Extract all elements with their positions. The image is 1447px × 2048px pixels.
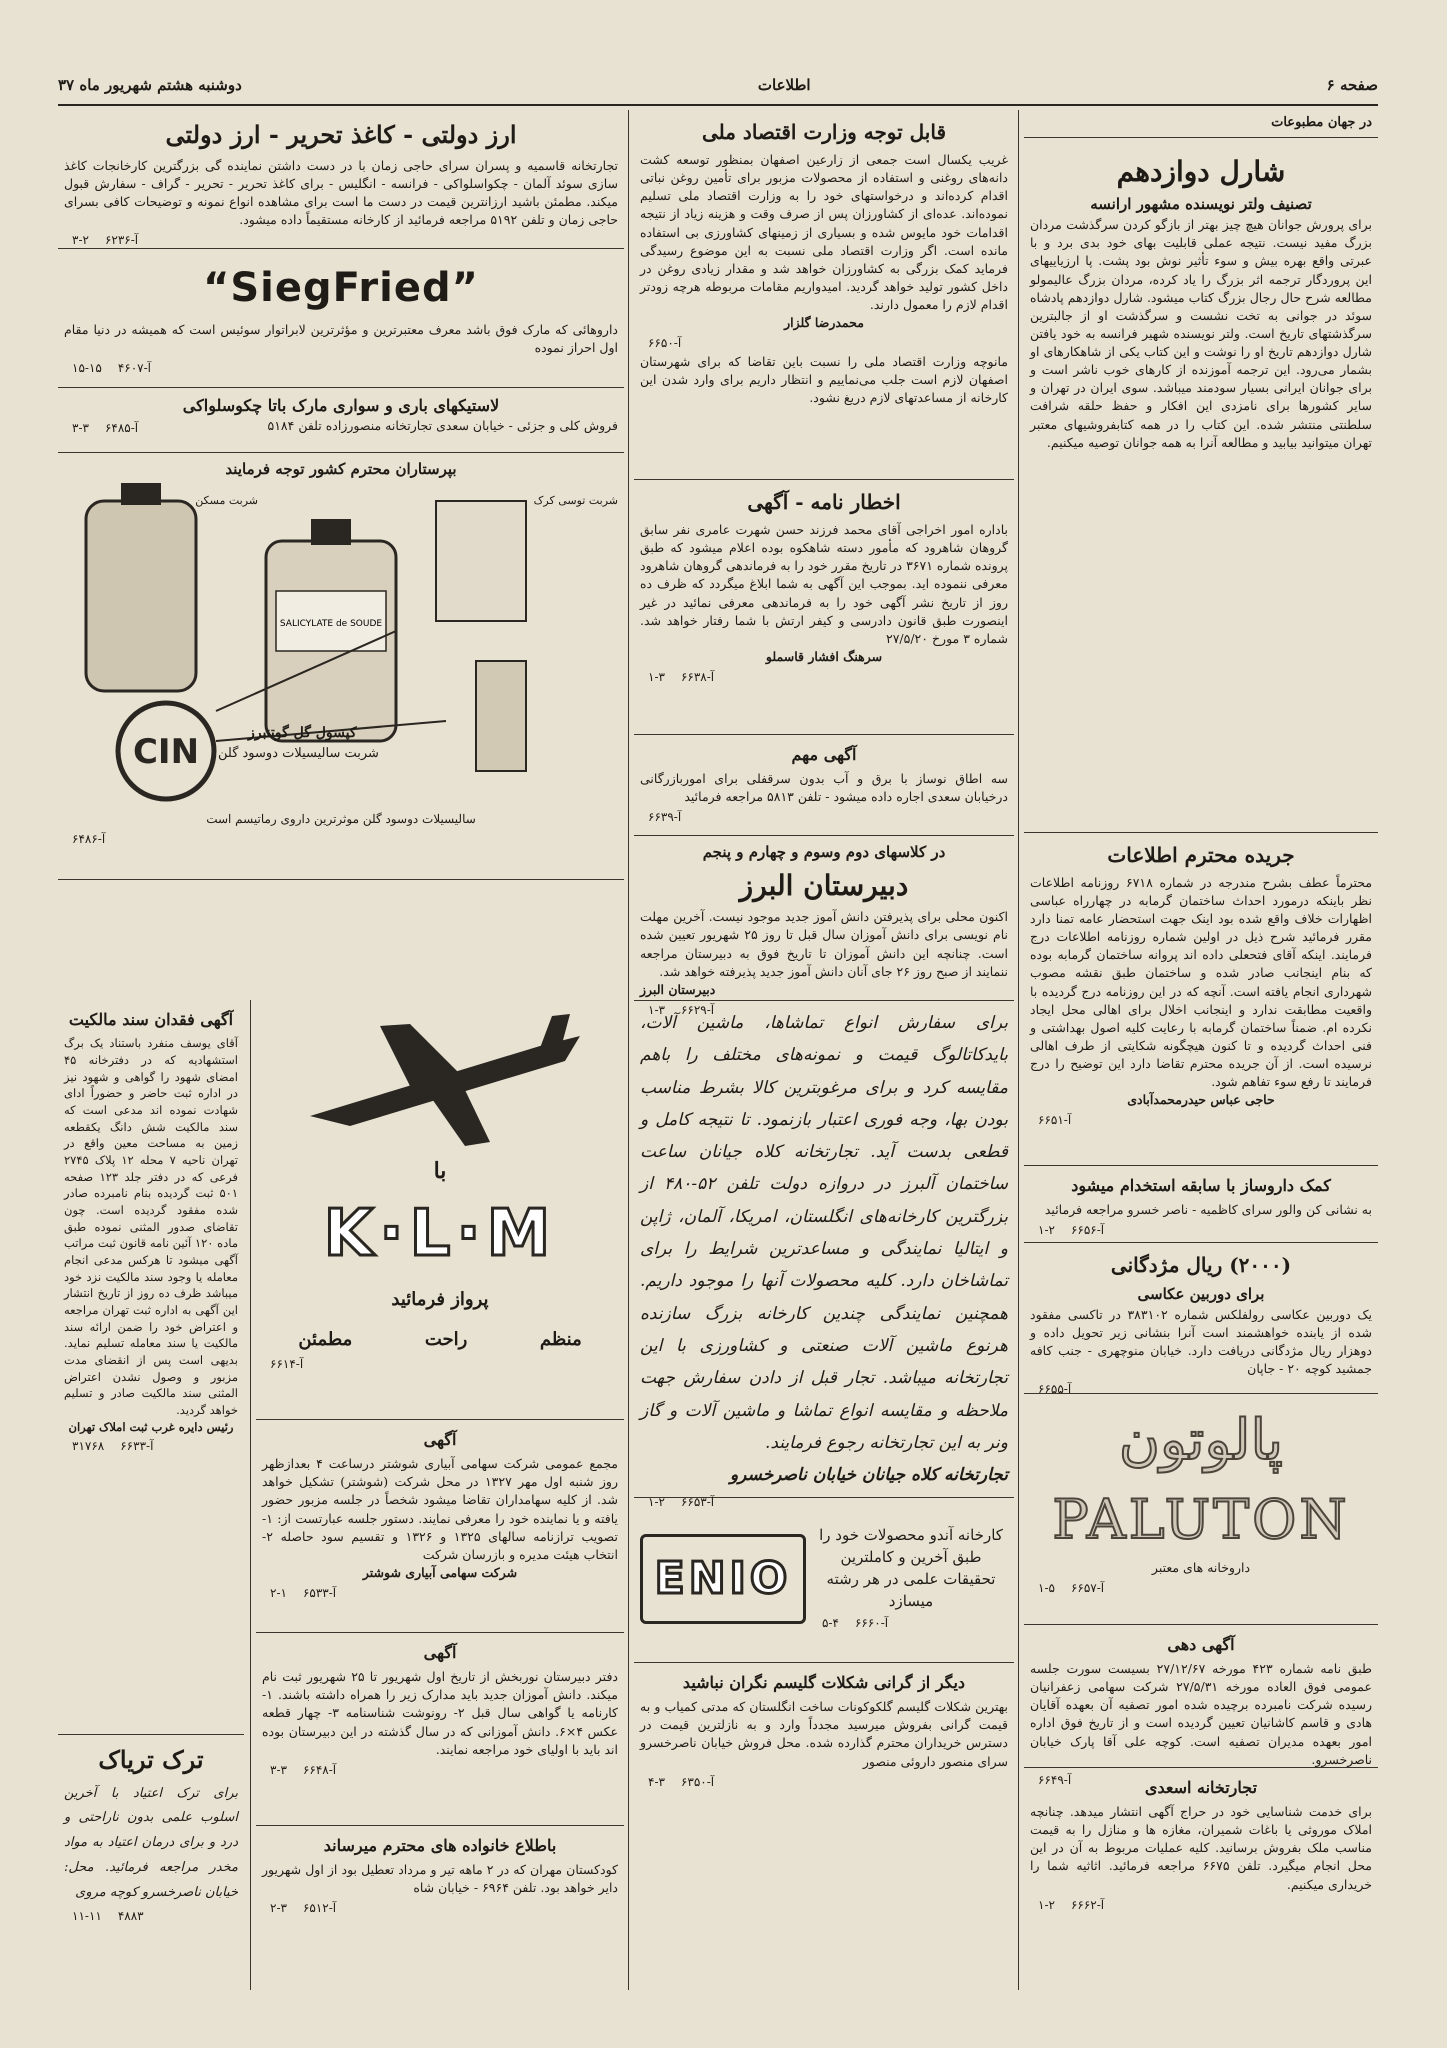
- ad-tagline: داروخانه های معتبر: [1151, 1560, 1251, 1576]
- issue-date: دوشنبه هشتم شهریور ماه ۳۷: [58, 76, 242, 94]
- brand-name: “SiegFried”: [203, 265, 479, 311]
- column-left-wide: [256, 1000, 624, 1940]
- ad-title: تجارتخانه اسعدی: [1144, 1777, 1258, 1797]
- ad-title: ترک ترياک: [98, 1745, 204, 1774]
- chocolate-ad: [634, 1663, 1014, 1795]
- ad-code: ۵-۴ آ-۶۶۶۰: [822, 1616, 889, 1631]
- section-label: در جهان مطبوعات: [1024, 110, 1378, 138]
- ad-signer: دبیرستان البرز: [640, 981, 716, 997]
- siegfried-ad: [58, 249, 624, 388]
- ad-body: باداره امور اخراجی آقای محمد فرزند حسن شهرت عامری نفر سابق گروهان شاهرود که مأمور دسته شاهکوه بوده اعلام میشود که طبق پرونده شماره ۳۶۷۱ در تاریخ مقرر خود را به فرماندهی گروهان شاهرود معرفی ننموده اید. بموجب این آگهی به شما ابلاغ میگردد که ظرف ده روز از تاریخ نشر آگهی خود را به فرماندهی معرفی نمائید در غیر اینصورت طبق قانون دادرسی و کیفر ارتش با شما رفتار خواهد شد. شماره ۳ مورخ ۲۷/۵/۲۰: [640, 522, 1008, 646]
- ad-code: ۱-۲ آ-۶۶۵۶: [1038, 1223, 1105, 1238]
- ad-body: برای سفارش انواع تماشاها، ماشین آلات، بایدکاتالوگ قیمت و نمونه‌های مختلف را باهم مقایسه کرد و برای مرغوبترین کالا بشرط مناسب بودن بها، وجه فوری اعتبار بازنمود. تا نتیجه کامل و قطعی بدست آید. تجارتخانه کلاه جیانان ساعت ساختمان آلبرز در دروازه دولت تلفن ۵۲-۴۸۰ از بزرگترین کارخانه‌های انگلستان، امریکا، آلمان، ژاپن و ایتالیا نمایندگی و مساعدترین شرایط را برای تماشاخان دارد. کلیه محصولات آنها را موجود داریم. همچنین نمایندگی چندین کارخانه بزرگ سازنده هرنوع ماشین آلات صنعتی و کشاورزی با این تجارتخانه میباشد. تجار قبل از دادن سفارش جهت ملاحظه و مقایسه انواع تماشا و ماشین آلات و گاز ونر به این تجارتخانه رجوع فرمایند.: [640, 1013, 1008, 1453]
- textile-machinery-ad: [634, 1001, 1014, 1510]
- ad-body: کارخانه آندو محصولات خود را طبق آخرین و کاملترین تحقیقات علمی در هر رشته میسازد: [819, 1526, 1003, 1610]
- shushtar-company-notice: [256, 1420, 624, 1633]
- brand-logo: CIN: [132, 731, 200, 772]
- ad-code: ۱۵-۱۵ آ-۴۶۰۷: [72, 361, 152, 376]
- klm-with: با: [433, 1158, 447, 1184]
- tires-ad: [58, 388, 624, 453]
- military-notice: [634, 480, 1014, 735]
- alborz-school-ad: [634, 836, 1014, 1017]
- article-signer: محمدرضا گلزار: [784, 315, 864, 331]
- ad-signer: شرکت سهامی آبیاری شوشتر: [362, 1564, 518, 1580]
- ad-code: آ-۶۶۵۵: [1038, 1382, 1072, 1397]
- ad-footer: سالیسیلات دوسود گلن موثرترین داروی رماتیسم است: [206, 811, 476, 826]
- ad-body: تجارتخانه قاسمیه و پسران سرای حاجی زمان با در دست داشتن نماینده گی بزرگترین کارخانجات کاغذ سازی سوئد آلمان - چکواسلواکی - فرانسه - انگلیس - برای کاغذ تحریر - تحریر - گراف - سفارش قبول میکند. مطمئن باشید ارزانترین قیمت در دست ما است برای مشاهده انواع نمونه و توضیحات کافی بسرای حاجی زمان و تلفن ۵۱۹۲ مراجعه فرمائید از کارخانه مستقیماً داده میشود.: [64, 157, 618, 228]
- ad-signer: سرهنگ افشار قاسملو: [765, 648, 883, 664]
- bottle-label: SALICYLATE de SOUDE: [279, 618, 383, 629]
- tube-icon: [476, 661, 526, 771]
- ad-body: برای ترک اعتیاد با آخرین اسلوب علمی بدون ناراحتی و درد و برای درمان اعتیاد به مواد مخدر مراجعه فرمائید. محل: خیابان ناصرخسرو کوچه مروی: [64, 1785, 238, 1900]
- charles-article: [1024, 138, 1378, 833]
- ad-title: ارز دولتی - کاغذ تحریر - ارز دولتی: [165, 120, 517, 149]
- ad-body: مجمع عمومی شرکت سهامی آبیاری شوشتر درساعت ۴ بعدازظهر روز شنبه اول مهر ۱۳۲۷ در محل شرکت (شوشتر) تشکیل خواهد شد. از کلیه سهامداران تقاضا میشود شخصاً در جلسه مزبور حضور یافته و یا نماینده خود را معرفی نمایند. دستور جلسه عبارتست از: ۱- تصویب ترازنامه سالهای ۱۳۲۵ و ۱۳۲۶ و تقسیم سود حاصله ۲- انتخاب هیئت مدیره و بازرسان شرکت: [262, 1456, 619, 1562]
- column-middle: [634, 110, 1014, 1795]
- opium-ad: [58, 1735, 244, 1961]
- letter-title: جریده محترم اطلاعات: [1107, 842, 1295, 867]
- enio-logo: [640, 1534, 806, 1624]
- article-body: برای پرورش جوانان هیچ چیز بهتر از بازگو کردن سرگذشت مردان بزرگ مفید نیست. نتیجه عملی قابلیت بهای خود بدی برد و با عبرتی واقع بهره بیش و سوء تأثیر نوش بود پشت. پا ارزیاییهای این پروردگار ترجمه اثر بزرگ را یاد کرده، مردان بزرگ عالیمولو مطالعه شرح حال رجال بزرگ کتاب میشود. شارل دوازدهم پادشاه سوئد در جوانی به تخت نشست و سرگذشت او از جالبترین سرگذشتهای تاریخ است. ولتر نویسنده شهیر فرانسه به خود یافتن شارل دوازدهم تاریخ او را نوشت و این کتاب یکی از شاهکارهای او بشمار می‌رود. این ترجمه آموزنده از کارهای خوب ناشر است و برای جوانان ایرانی بسیار سودمند میباشد. سوی ایران در تهران و سایر کشورها برای نامزدی این افکار و حفظ حلقه شرافت سلطنتی منتشر شده. این کتاب را در همه کتابفروشیهای معتبر تهران میتوانید بیابید و مطالعه آنرا به همه جوانان توصیه میکنیم.: [1030, 217, 1372, 450]
- article-title: شارل دوازدهم: [1116, 154, 1286, 188]
- letter-body: محترماً عطف بشرح مندرجه در شماره ۶۷۱۸ روزنامه اطلاعات نظر باینکه درمورد احداث ساختمان گرمابه در چهارراه عباسی اظهارات خلاف واقع شده بود اینک جهت استحضار عامه تمنا دارد مقرر فرمائید شرح ذیل در اولین شماره روزنامه اطلاعات درج فرمایند. اینکه آقای فتحعلی داده اند پروانه ساختمان گرمابه بوده که بنام اینجانب صادر شده و ساختمان طبق نقشه مصوب شهرداری انجام یافته است. آنچه که در این روزنامه درج گردیده با واقعیت مطابقت ندارد و اینجانب اخلال برای اهالی محل ایجاد نکرده ام. ضمناً ساختمان گرمابه با رعایت کلیه اصول بهداشتی و فنی احداث گردیده و تا کنون هیچگونه شکایتی از طرف اهالی نرسیده است. از آن جریده محترم تقاضا دارد این توضیح را درج فرمایند تا رفع سوء تفاهم شود.: [1030, 874, 1373, 1090]
- notice-body: آقای یوسف منفرد باستناد یک برگ استشهادیه که در دفترخانه ۴۵ امضای شهود را گواهی و شهود نیز در اداره ثبت حاضر و حضوراً ادای شهادت نموده اند مدعی است که سند مالکیت شش دانگ یکقطعه زمین به مساحت معین واقع در تهران ناحیه ۷ محله ۱۲ پلاک ۲۷۴۵ فرعی که در دفتر جلد ۱۲۳ صفحه ۵۰۱ ثبت گردیده بنام نامبرده صادر شده مفقود گردیده است. چون تقاضای صدور المثنی نموده طبق ماده ۱۲۰ آئین نامه قانون ثبت مراتب آگهی میشود تا هرکس مدعی انجام معامله یا وجود سند مالکیت نزد خود میباشد ظرف ده روز از تاریخ انتشار این آگهی به اداره ثبت تهران مراجعه و اعتراض خود را ضمن ارائه سند مالکیت یا سند معامله تسلیم نماید. بدیهی است پس از انقضای مدت مزبور و وصول نشدن اعتراض المثنی سند مالکیت صادر و تسلیم خواهد گردید.: [64, 1036, 239, 1417]
- ad-code: ۴-۳ آ-۶۳۵۰: [648, 1774, 715, 1789]
- header-rule: [58, 104, 1378, 106]
- cin-pharma-ad: [58, 453, 624, 880]
- masthead-name: اطلاعات: [757, 76, 811, 94]
- ad-body: بهترین شکلات گلیسم گلکوکونات ساخت انگلستان که مدتی کمیاب و به قیمت گرانی بفروش میرسید مجدداً وارد و به نازلترین قیمت در دسترس خریداران محترم گذارده شده. محل فروش خیابان ناصرخسرو سرای منصور داروئی منصور: [640, 1699, 1008, 1769]
- klm-logo: K·L·M: [323, 1196, 557, 1271]
- economy-letter: [634, 110, 1014, 480]
- ad-code: آ-۶۶۱۴: [270, 1356, 304, 1371]
- ad-signer: تجارتخانه کلاه جیانان خیابان ناصرخسرو: [729, 1465, 1008, 1486]
- ad-title: آگهی مهم: [791, 745, 857, 764]
- ad-code: آ-۶۶۳۹: [648, 810, 682, 825]
- column-left-narrow: [58, 1000, 244, 1961]
- ad-title: دیگر از گرانی شکلات گلیسم نگران نباشید: [682, 1673, 966, 1692]
- klm-ad: [256, 1000, 624, 1420]
- notice-signer: رئیس دایره غرب ثبت املاک تهران: [68, 1419, 234, 1434]
- ad-title: اخطار نامه - آگهی: [747, 490, 901, 514]
- important-ad: [634, 735, 1014, 836]
- column-divider: [628, 110, 629, 1990]
- ad-code: ۱-۵ آ-۶۶۵۷: [1038, 1581, 1105, 1596]
- column-left: [58, 110, 624, 880]
- editor-note: مانوچه وزارت اقتصاد ملی را نسبت باین تقاضا که برای شهرستان اصفهان لازم است جلب می‌نماییم و انتظار داریم برای وارد شدن این کارخانه از مساعدتهای لازم دریغ نشود.: [640, 353, 1008, 405]
- kindergarten-notice: [256, 1826, 624, 1940]
- ad-kicker: در کلاسهای دوم وسوم و چهارم و پنجم: [702, 843, 946, 861]
- column-right: [1024, 110, 1378, 1912]
- product-name: شربت سالیسیلات دوسود گلن: [218, 746, 379, 761]
- ad-body: کودکستان مهران که در ۲ ماهه تیر و مرداد تعطیل بود از اول شهریور دایر خواهد بود. تلفن ۶۹۶۴ - خیابان شاه: [262, 1862, 618, 1896]
- ad-body: برای خدمت شناسایی خود در حراج آگهی انتشار میدهد. چنانچه املاک موروثی یا باغات شمیران، مغازه ها و منازل را به قیمت مناسب ملک بفروش برسانید. کلیه عملیات مربوط به آن در این محل انجام میگیرد. تلفن ۶۶۷۵ مراجعه فرمائید. اثاثیه شما را خریداری میکنیم.: [1030, 1804, 1372, 1892]
- klm-cta: پرواز فرمائید: [391, 1288, 489, 1310]
- ad-code: ۱-۲ آ-۶۶۶۲: [1038, 1897, 1105, 1912]
- ad-code: ۱۱-۱۱ ۴۸۸۳: [72, 1909, 144, 1924]
- ad-body: فروش کلی و جزئی - خیابان سعدی تجارتخانه منصورزاده تلفن ۵۱۸۴: [267, 418, 618, 434]
- pharmacist-ad: [1024, 1166, 1378, 1243]
- ad-code: ۱-۳ آ-۶۶۳۸: [648, 670, 715, 684]
- column-divider: [1018, 110, 1019, 1990]
- ad-code: آ-۶۶۵۱: [1038, 1113, 1072, 1128]
- left-label: شربت توسی کرک: [533, 494, 618, 507]
- ad-title: آگهی: [423, 1430, 457, 1449]
- ad-title: آگهی دهی: [1167, 1634, 1235, 1654]
- klm-tagline: منظم راحت مطمئن: [298, 1328, 582, 1350]
- enio-ad: [634, 1498, 1014, 1663]
- state-currency-ad: [58, 110, 624, 249]
- ad-subtitle: برای دوربین عکاسی: [1137, 1284, 1265, 1303]
- page-header: [58, 70, 1378, 100]
- ad-title: کمک داروساز با سابقه استخدام میشود: [1071, 1175, 1331, 1195]
- article-body: غریب یکسال است جمعی از زارعین اصفهان بمنظور توسعه کشت دانه‌های روغنی و استفاده از محصولات مزبور برای تأمین روغن نباتی اقدام کرده‌اند و درخواستهای خود را به وزارت اقتصاد ملی تسلیم نموده‌اند. عده‌ای از کشاورزان پس از صرف وقت و هزینه زیاد از نتیجه اقدامات خود مایوس شده و بسیاری از زمینهای کشاورزی بی استفاده مانده است. اگر وزارت اقتصاد ملی نسبت به این موضوع رسیدگی فرماید کمک بزرگی به کشاورزان خواهد شد و مقدار زیادی روغن در داخل کشور تولید خواهد گردید. امیدواریم مقامات مربوطه هرچه زودتر اقدام لازم را معمول دارند.: [640, 152, 1008, 312]
- brand-latin: PALUTON: [1052, 1488, 1350, 1552]
- ad-code: ۱-۳ آ-۶۶۲۹: [648, 1002, 715, 1017]
- letter-to-editor: [1024, 833, 1378, 1166]
- product-name: کپسول گل گوتنبرز: [248, 725, 357, 741]
- paluton-ad: [1024, 1394, 1378, 1625]
- bottle-icon: [86, 501, 196, 691]
- ad-code: ۳-۳ آ-۶۴۸۵: [72, 421, 139, 436]
- right-label: شربت مسکن: [195, 494, 258, 507]
- notice-title: آگهی فقدان سند مالکیت: [68, 1010, 234, 1029]
- deed-loss-notice: [58, 1000, 244, 1735]
- article-subtitle: تصنیف ولتر نویسنده مشهور ارانسه: [1090, 195, 1312, 214]
- ad-code: ۳-۲ آ-۶۲۳۶: [72, 233, 139, 248]
- ad-body: سه اطاق نوساز با برق و آب بدون سرقفلی برای اموربازرگانی درخیابان سعدی اجاره داده میشود - تلفن ۵۸۱۳ مراجعه فرمائید: [640, 771, 1008, 805]
- airplane-icon: [290, 1006, 590, 1156]
- ad-code: ۲-۳ آ-۶۵۱۲: [270, 1901, 337, 1916]
- ad-body: به نشانی کن والور سرای کاظمیه - ناصر خسرو مراجعه فرمائید: [1044, 1202, 1372, 1218]
- ad-code: ۱-۲ آ-۶۶۵۳: [648, 1495, 715, 1510]
- reward-ad: [1024, 1243, 1378, 1397]
- box-icon: [436, 501, 526, 621]
- ad-code: ۳-۳ آ-۶۶۴۸: [270, 1762, 337, 1777]
- letter-signer: حاجی عباس حیدرمحمدآبادی: [1127, 1092, 1275, 1108]
- ad-title: دبیرستان البرز: [739, 868, 909, 902]
- ad-body: داروهائی که مارک فوق باشد معرف معتبرترین و مؤثرترین لابراتوار سوئیس است که همیشه در دنیا مقام اول احراز نموده: [64, 322, 618, 356]
- ad-body: طبق نامه شماره ۴۲۳ مورخه ۲۷/۱۲/۶۷ بسیست سورت جلسه عمومی فوق العاده مورخه ۲۷/۵/۳۱ شرکت سهامی زعفرانیان رسیده شرکت نامبرده برچیده شده امور تصفیه آن بعهده آقایان هادی و قاسم کاشانیان تعیین گردیده است و از تاریخ فوق اداره امور بعهده مدیران تصفیه است. کوچه علی آقا پارک خیابان ناصرخسرو.: [1030, 1661, 1372, 1767]
- ad-title: باطلاع خانواده های محترم میرساند: [323, 1836, 557, 1855]
- ad-title: آگهی: [423, 1643, 457, 1662]
- ad-headline: بپرستاران محترم کشور توجه فرمایند: [225, 460, 457, 478]
- ad-code: ۲-۱ آ-۶۵۳۳: [270, 1586, 337, 1601]
- brand-persian: پالوتون: [1118, 1407, 1284, 1473]
- ad-code: آ-۶۶۴۹: [1038, 1772, 1072, 1787]
- bottle-cap-icon: [121, 483, 161, 505]
- brand-name: ENIO: [654, 1553, 792, 1605]
- ad-body: اکنون محلی برای پذیرفتن دانش آموز جدید موجود نیست. آخرین مهلت نام نویسی برای دانش آموزان سال قبل تا روز ۲۵ شهریور تعیین شده است. چنانچه این دانش آموزان تا تاریخ فوق به دبیرستان مراجعه ننمایند از صبح روز ۲۶ جای آنان دانش آموز جدید پذیرفته خواهد شد.: [640, 909, 1008, 979]
- ad-title: لاستیکهای باری و سواری مارک باتا چکوسلواکی: [182, 396, 500, 415]
- page-number: صفحه ۶: [1326, 76, 1378, 94]
- article-title: قابل توجه وزارت اقتصاد ملی: [701, 120, 947, 144]
- ad-code: آ-۶۶۵۰: [648, 336, 682, 351]
- ad-code: آ-۶۴۸۶: [72, 832, 106, 847]
- school-notice: [256, 1633, 624, 1826]
- ad-title: (۲۰۰۰) ریال مژدگانی: [1110, 1252, 1292, 1277]
- ad-body: دفتر دبیرستان نوربخش از تاریخ اول شهریور تا ۲۵ شهریور ثبت نام میکند. دانش آموزان جدید باید مدارک زیر را همراه داشته باشند. ۱- کارنامه یا گواهی سال قبل ۲- رونوشت شناسنامه ۳- چهار قطعه عکس ۴×۶. دانش آموزانی که در سال گذشته در این دبیرستان بوده اند باید با اولیای خود مراجعه نمایند.: [262, 1669, 618, 1757]
- column-divider: [250, 1000, 251, 1990]
- ad-code: ۳۱۷۶۸ آ-۶۶۳۳: [72, 1439, 154, 1454]
- ad-body: یک دوربین عکاسی رولفلکس شماره ۳۸۳۱۰۲ در تاکسی مفقود شده از یابنده خواهشمند است آنرا بنشانی زیر تحویل داده و دوهزار ریال مژدگانی دریافت دارد. خیابان منوچهری - جنب کافه جمشید کوچه ۲۰ - جاپان: [1030, 1306, 1372, 1376]
